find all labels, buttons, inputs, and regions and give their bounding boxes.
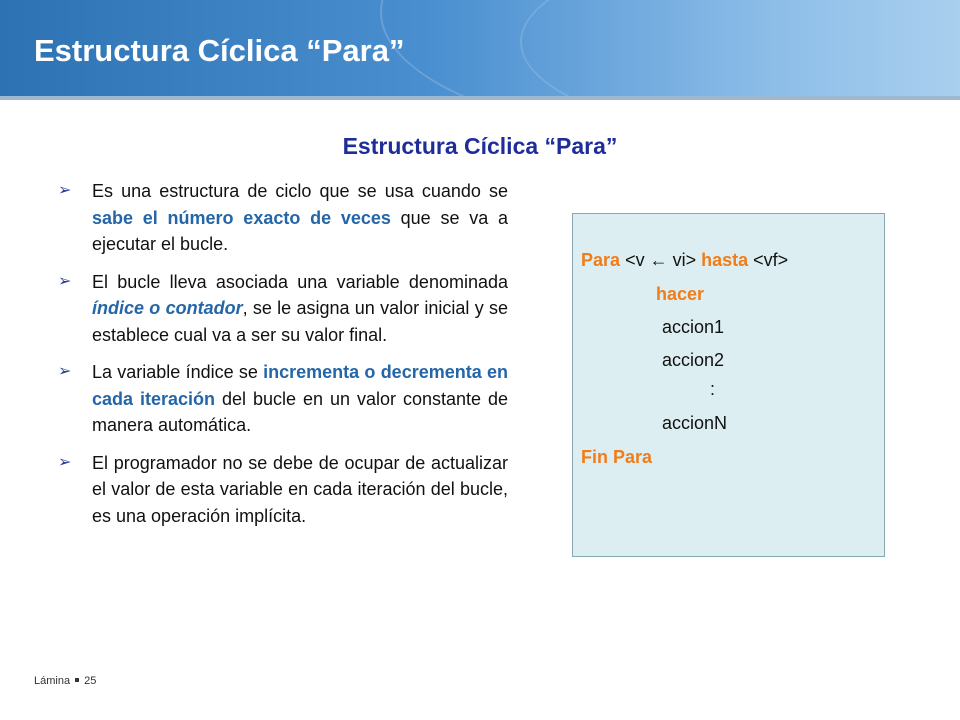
- bullet-highlight: incrementa o decrementa en cada iteración: [92, 362, 509, 409]
- code-keyword-hasta: hasta: [701, 250, 749, 270]
- bullet-item: [58, 178, 508, 258]
- content-subtitle: Estructura Cíclica “Para”: [342, 133, 618, 159]
- code-var-open: <v: [625, 250, 650, 270]
- arrow-bullet-icon: ➢: [58, 272, 72, 290]
- header-decoration-arc: [520, 0, 960, 100]
- code-final-value: <vf>: [753, 250, 789, 270]
- bullet-item: [58, 269, 508, 349]
- arrow-bullet-icon: ➢: [58, 182, 72, 199]
- code-keyword-para: Para: [581, 250, 621, 270]
- code-line-accion1: accion1: [662, 317, 725, 337]
- footer-label: Lámina: [34, 675, 71, 687]
- bullet-item: [58, 450, 508, 530]
- bullet-text: El bucle lleva asociada una variable denominada: [92, 271, 508, 292]
- slide-footer: [34, 675, 96, 687]
- code-line-accionN: accionN: [662, 413, 728, 433]
- header-bottom-edge: [0, 96, 960, 100]
- arrow-bullet-icon: ➢: [58, 453, 72, 471]
- page-number: 25: [84, 675, 97, 687]
- code-var-close: vi>: [667, 250, 697, 270]
- code-line-ellipsis: :: [710, 379, 716, 399]
- bullet-item: [58, 359, 508, 439]
- bullet-text: del bucle en un valor constante de manera automática.: [92, 388, 508, 435]
- bullet-text: que se va a ejecutar el bucle.: [92, 207, 508, 254]
- bullet-text: El programador no se debe de ocupar de actualizar el valor de esta variable en cada iteración del bucle, es una operación implícita.: [92, 452, 508, 526]
- pseudocode-box: [572, 213, 885, 557]
- slide-title: Estructura Cíclica “Para”: [34, 33, 405, 68]
- arrow-bullet-icon: ➢: [58, 363, 72, 380]
- bullet-highlight: índice o contador: [92, 298, 243, 318]
- assign-arrow-icon: ←: [649, 250, 668, 270]
- bullet-highlight: sabe el número exacto de veces: [92, 207, 391, 228]
- code-keyword-hacer: hacer: [656, 284, 705, 304]
- code-line-para: [581, 250, 788, 271]
- square-separator-icon: [75, 678, 79, 682]
- bullet-text: La variable índice se: [92, 362, 264, 382]
- bullet-list: [58, 178, 508, 540]
- bullet-text: , se le asigna un valor inicial y se establece cual va a ser su valor final.: [92, 298, 509, 345]
- code-line-accion2: accion2: [662, 350, 725, 370]
- bullet-text: Es una estructura de ciclo que se usa cuando se: [92, 181, 508, 201]
- code-line-fin-para: Fin Para: [581, 447, 653, 467]
